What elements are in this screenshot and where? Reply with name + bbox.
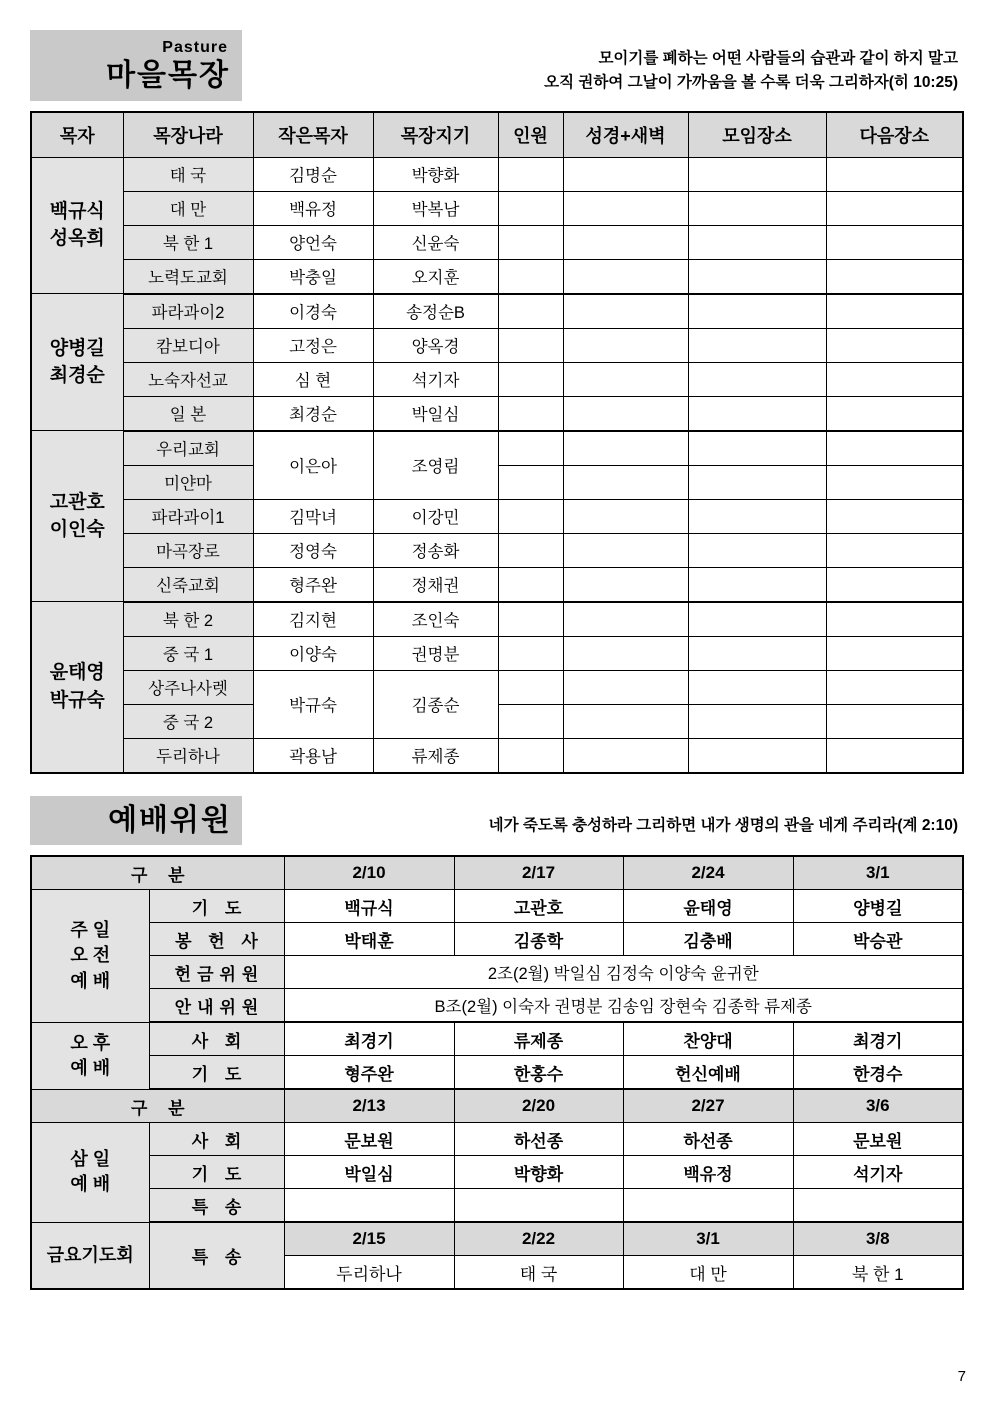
table-row bbox=[31, 923, 963, 956]
count-cell[interactable] bbox=[498, 499, 563, 533]
assignment-cell: 하선종 bbox=[623, 1123, 793, 1156]
bible-dawn-cell[interactable] bbox=[563, 567, 688, 602]
table-row bbox=[31, 636, 963, 670]
pasture-section-header bbox=[30, 30, 962, 101]
date-header-11: 3/1 bbox=[623, 1222, 793, 1256]
meeting-place-cell[interactable] bbox=[688, 704, 826, 738]
date-header-10: 2/22 bbox=[454, 1222, 623, 1256]
small-pastor-cell: 김명순 bbox=[253, 157, 373, 191]
col-header-keeper: 목장지기 bbox=[373, 112, 498, 158]
meeting-place-cell[interactable] bbox=[688, 259, 826, 294]
meeting-place-cell[interactable] bbox=[688, 362, 826, 396]
col-header-next-place: 다음장소 bbox=[826, 112, 963, 158]
bible-dawn-cell[interactable] bbox=[563, 636, 688, 670]
next-place-cell[interactable] bbox=[826, 533, 963, 567]
table-row bbox=[31, 1123, 963, 1156]
assignment-cell: 박태훈 bbox=[284, 923, 454, 956]
bible-dawn-cell[interactable] bbox=[563, 259, 688, 294]
page-number: 7 bbox=[957, 1368, 966, 1385]
country-cell: 북 한 2 bbox=[123, 602, 253, 637]
assignment-cell: 찬양대 bbox=[623, 1022, 793, 1056]
assignment-cell: 최경기 bbox=[284, 1022, 454, 1056]
small-pastor-cell: 양언숙 bbox=[253, 225, 373, 259]
count-cell[interactable] bbox=[498, 567, 563, 602]
keeper-cell: 김종순 bbox=[373, 670, 498, 738]
date-header-5: 2/13 bbox=[284, 1089, 454, 1123]
bible-dawn-cell[interactable] bbox=[563, 362, 688, 396]
small-pastor-cell: 김막녀 bbox=[253, 499, 373, 533]
keeper-cell: 권명분 bbox=[373, 636, 498, 670]
pastor-name-line-1: 백규식 bbox=[49, 200, 105, 222]
next-place-cell[interactable] bbox=[826, 191, 963, 225]
small-pastor-cell: 백유정 bbox=[253, 191, 373, 225]
small-pastor-cell: 심 현 bbox=[253, 362, 373, 396]
assignment-cell: 류제종 bbox=[454, 1022, 623, 1056]
worship-title-korean: 예배위원 bbox=[108, 803, 232, 837]
meeting-place-cell[interactable] bbox=[688, 157, 826, 191]
country-cell: 중 국 1 bbox=[123, 636, 253, 670]
assignment-cell[interactable] bbox=[793, 1189, 963, 1223]
next-place-cell[interactable] bbox=[826, 259, 963, 294]
assignment-cell: 태 국 bbox=[454, 1256, 623, 1290]
date-header-2: 2/17 bbox=[454, 856, 623, 890]
small-pastor-cell: 박규숙 bbox=[253, 670, 373, 738]
table-row-gubun-wednesday bbox=[31, 1089, 963, 1123]
count-cell[interactable] bbox=[498, 465, 563, 499]
assignment-cell: 최경기 bbox=[793, 1022, 963, 1056]
gubun-label-1: 구 분 bbox=[31, 856, 284, 890]
table-row bbox=[31, 989, 963, 1023]
date-header-9: 2/15 bbox=[284, 1222, 454, 1256]
assignment-cell: 하선종 bbox=[454, 1123, 623, 1156]
keeper-cell: 류제종 bbox=[373, 738, 498, 773]
col-header-small-pastor: 작은목자 bbox=[253, 112, 373, 158]
table-header-row bbox=[31, 112, 963, 158]
count-cell[interactable] bbox=[498, 191, 563, 225]
count-cell[interactable] bbox=[498, 157, 563, 191]
count-cell[interactable] bbox=[498, 431, 563, 466]
bible-dawn-cell[interactable] bbox=[563, 294, 688, 329]
sunday-afternoon-label bbox=[31, 1022, 149, 1089]
assignment-cell: 한경수 bbox=[793, 1056, 963, 1090]
pastor-name-line-2: 최경순 bbox=[49, 365, 105, 387]
country-cell: 대 만 bbox=[123, 191, 253, 225]
next-place-cell[interactable] bbox=[826, 704, 963, 738]
pastor-cell-1 bbox=[31, 157, 123, 294]
count-cell[interactable] bbox=[498, 636, 563, 670]
country-cell: 파라과이2 bbox=[123, 294, 253, 329]
country-cell: 마곡장로 bbox=[123, 533, 253, 567]
next-place-cell[interactable] bbox=[826, 328, 963, 362]
country-cell: 노숙자선교 bbox=[123, 362, 253, 396]
keeper-cell: 오지훈 bbox=[373, 259, 498, 294]
count-cell[interactable] bbox=[498, 225, 563, 259]
wednesday-label-line-2: 예 배 bbox=[70, 1174, 111, 1195]
bible-dawn-cell[interactable] bbox=[563, 670, 688, 704]
table-row bbox=[31, 328, 963, 362]
sunday-morning-label-line-3: 예 배 bbox=[70, 970, 111, 991]
worship-committee-table bbox=[30, 855, 964, 1290]
pasture-table bbox=[30, 111, 964, 774]
meeting-place-cell[interactable] bbox=[688, 533, 826, 567]
assignment-cell: 양병길 bbox=[793, 890, 963, 923]
assignment-cell: 김종학 bbox=[454, 923, 623, 956]
gubun-label-2: 구 분 bbox=[31, 1089, 284, 1123]
bible-dawn-cell[interactable] bbox=[563, 396, 688, 431]
date-header-4: 3/1 bbox=[793, 856, 963, 890]
table-row bbox=[31, 1156, 963, 1189]
pastor-name-line-1: 양병길 bbox=[49, 337, 105, 359]
keeper-cell: 조영림 bbox=[373, 431, 498, 500]
worship-verse: 네가 죽도록 충성하라 그리하면 내가 생명의 관을 네게 주리라(계 2:10) bbox=[488, 816, 958, 834]
table-row bbox=[31, 738, 963, 773]
small-pastor-cell: 이경숙 bbox=[253, 294, 373, 329]
date-header-8: 3/6 bbox=[793, 1089, 963, 1123]
assignment-cell: 형주완 bbox=[284, 1056, 454, 1090]
keeper-cell: 이강민 bbox=[373, 499, 498, 533]
country-cell: 태 국 bbox=[123, 157, 253, 191]
col-header-bible-dawn: 성경+새벽 bbox=[563, 112, 688, 158]
table-row bbox=[31, 294, 963, 329]
table-row bbox=[31, 499, 963, 533]
pastor-cell-3 bbox=[31, 431, 123, 602]
count-cell[interactable] bbox=[498, 396, 563, 431]
sunday-morning-label bbox=[31, 890, 149, 1023]
count-cell[interactable] bbox=[498, 533, 563, 567]
bible-dawn-cell[interactable] bbox=[563, 738, 688, 773]
col-header-count: 인원 bbox=[498, 112, 563, 158]
count-cell[interactable] bbox=[498, 328, 563, 362]
small-pastor-cell: 김지현 bbox=[253, 602, 373, 637]
meeting-place-cell[interactable] bbox=[688, 738, 826, 773]
meeting-place-cell[interactable] bbox=[688, 431, 826, 466]
small-pastor-cell: 형주완 bbox=[253, 567, 373, 602]
worship-committee-section-header bbox=[30, 796, 962, 846]
date-header-12: 3/8 bbox=[793, 1222, 963, 1256]
table-row bbox=[31, 890, 963, 923]
country-cell: 노력도교회 bbox=[123, 259, 253, 294]
meeting-place-cell[interactable] bbox=[688, 396, 826, 431]
next-place-cell[interactable] bbox=[826, 636, 963, 670]
bible-dawn-cell[interactable] bbox=[563, 499, 688, 533]
role-label-special-song: 특 송 bbox=[149, 1222, 284, 1289]
table-row bbox=[31, 533, 963, 567]
table-row bbox=[31, 362, 963, 396]
date-header-6: 2/20 bbox=[454, 1089, 623, 1123]
table-row-friday-dates bbox=[31, 1222, 963, 1256]
keeper-cell: 송정순B bbox=[373, 294, 498, 329]
date-header-1: 2/10 bbox=[284, 856, 454, 890]
usher-committee-members: B조(2월) 이숙자 권명분 김송임 장현숙 김종학 류제종 bbox=[284, 989, 963, 1023]
small-pastor-cell: 최경순 bbox=[253, 396, 373, 431]
assignment-cell: 윤태영 bbox=[623, 890, 793, 923]
assignment-cell: 석기자 bbox=[793, 1156, 963, 1189]
pastor-cell-2 bbox=[31, 294, 123, 431]
country-cell: 일 본 bbox=[123, 396, 253, 431]
assignment-cell[interactable] bbox=[454, 1189, 623, 1223]
role-label-prayer: 기 도 bbox=[149, 1056, 284, 1090]
small-pastor-cell: 이은아 bbox=[253, 431, 373, 500]
next-place-cell[interactable] bbox=[826, 567, 963, 602]
keeper-cell: 석기자 bbox=[373, 362, 498, 396]
sunday-morning-label-line-2: 오 전 bbox=[70, 945, 111, 966]
next-place-cell[interactable] bbox=[826, 670, 963, 704]
keeper-cell: 양옥경 bbox=[373, 328, 498, 362]
assignment-cell: 북 한 1 bbox=[793, 1256, 963, 1290]
country-cell: 우리교회 bbox=[123, 431, 253, 466]
keeper-cell: 박복남 bbox=[373, 191, 498, 225]
next-place-cell[interactable] bbox=[826, 294, 963, 329]
date-header-3: 2/24 bbox=[623, 856, 793, 890]
meeting-place-cell[interactable] bbox=[688, 670, 826, 704]
assignment-cell: 백유정 bbox=[623, 1156, 793, 1189]
next-place-cell[interactable] bbox=[826, 465, 963, 499]
count-cell[interactable] bbox=[498, 704, 563, 738]
assignment-cell: 박승관 bbox=[793, 923, 963, 956]
bible-dawn-cell[interactable] bbox=[563, 602, 688, 637]
next-place-cell[interactable] bbox=[826, 499, 963, 533]
assignment-cell: 헌신예배 bbox=[623, 1056, 793, 1090]
pastor-cell-4 bbox=[31, 602, 123, 773]
meeting-place-cell[interactable] bbox=[688, 499, 826, 533]
assignment-cell: 문보원 bbox=[284, 1123, 454, 1156]
table-row bbox=[31, 1056, 963, 1090]
bible-dawn-cell[interactable] bbox=[563, 431, 688, 466]
meeting-place-cell[interactable] bbox=[688, 225, 826, 259]
meeting-place-cell[interactable] bbox=[688, 465, 826, 499]
table-row bbox=[31, 1189, 963, 1223]
pasture-title-english: Pasture bbox=[162, 39, 228, 56]
pasture-verse-line-1: 모이기를 폐하는 어떤 사람들의 습관과 같이 하지 말고 bbox=[598, 49, 958, 67]
meeting-place-cell[interactable] bbox=[688, 602, 826, 637]
bible-dawn-cell[interactable] bbox=[563, 465, 688, 499]
pasture-verse-line-2: 오직 권하여 그날이 가까움을 볼 수록 더욱 그리하자(히 10:25) bbox=[544, 73, 958, 91]
meeting-place-cell[interactable] bbox=[688, 636, 826, 670]
next-place-cell[interactable] bbox=[826, 602, 963, 637]
keeper-cell: 정송화 bbox=[373, 533, 498, 567]
col-header-country: 목장나라 bbox=[123, 112, 253, 158]
table-row bbox=[31, 602, 963, 637]
role-label-offering-committee: 헌금위원 bbox=[149, 956, 284, 989]
country-cell: 두리하나 bbox=[123, 738, 253, 773]
table-row bbox=[31, 431, 963, 466]
sunday-afternoon-label-line-2: 예 배 bbox=[70, 1057, 111, 1078]
country-cell: 상주나사렛 bbox=[123, 670, 253, 704]
meeting-place-cell[interactable] bbox=[688, 567, 826, 602]
count-cell[interactable] bbox=[498, 362, 563, 396]
country-cell: 북 한 1 bbox=[123, 225, 253, 259]
meeting-place-cell[interactable] bbox=[688, 328, 826, 362]
small-pastor-cell: 박충일 bbox=[253, 259, 373, 294]
role-label-special-song: 특 송 bbox=[149, 1189, 284, 1223]
sunday-morning-label-line-1: 주 일 bbox=[70, 920, 111, 941]
meeting-place-cell[interactable] bbox=[688, 294, 826, 329]
country-cell: 신죽교회 bbox=[123, 567, 253, 602]
bible-dawn-cell[interactable] bbox=[563, 225, 688, 259]
table-row bbox=[31, 225, 963, 259]
next-place-cell[interactable] bbox=[826, 431, 963, 466]
assignment-cell: 문보원 bbox=[793, 1123, 963, 1156]
role-label-usher-committee: 안내위원 bbox=[149, 989, 284, 1023]
meeting-place-cell[interactable] bbox=[688, 191, 826, 225]
country-cell: 파라과이1 bbox=[123, 499, 253, 533]
table-row bbox=[31, 670, 963, 704]
count-cell[interactable] bbox=[498, 670, 563, 704]
small-pastor-cell: 이양숙 bbox=[253, 636, 373, 670]
keeper-cell: 정채권 bbox=[373, 567, 498, 602]
sunday-afternoon-label-line-1: 오 후 bbox=[70, 1032, 111, 1053]
table-row bbox=[31, 567, 963, 602]
keeper-cell: 조인숙 bbox=[373, 602, 498, 637]
pastor-name-line-2: 이인숙 bbox=[49, 519, 105, 541]
role-label-prayer: 기 도 bbox=[149, 890, 284, 923]
assignment-cell: 대 만 bbox=[623, 1256, 793, 1290]
country-cell: 캄보디아 bbox=[123, 328, 253, 362]
role-label-offering-speech: 봉 헌 사 bbox=[149, 923, 284, 956]
small-pastor-cell: 정영숙 bbox=[253, 533, 373, 567]
pastor-name-line-1: 고관호 bbox=[49, 491, 105, 513]
pasture-title-korean: 마을목장 bbox=[106, 59, 230, 93]
assignment-cell: 한홍수 bbox=[454, 1056, 623, 1090]
bible-dawn-cell[interactable] bbox=[563, 704, 688, 738]
pastor-name-line-1: 윤태영 bbox=[49, 662, 105, 684]
assignment-cell: 고관호 bbox=[454, 890, 623, 923]
pastor-name-line-2: 성옥희 bbox=[49, 228, 105, 250]
date-header-7: 2/27 bbox=[623, 1089, 793, 1123]
country-cell: 미얀마 bbox=[123, 465, 253, 499]
wednesday-label bbox=[31, 1123, 149, 1223]
offering-committee-members: 2조(2월) 박일심 김정숙 이양숙 윤귀한 bbox=[284, 956, 963, 989]
assignment-cell[interactable] bbox=[623, 1189, 793, 1223]
keeper-cell: 박향화 bbox=[373, 157, 498, 191]
next-place-cell[interactable] bbox=[826, 225, 963, 259]
table-row bbox=[31, 956, 963, 989]
table-row bbox=[31, 1022, 963, 1056]
table-row bbox=[31, 396, 963, 431]
next-place-cell[interactable] bbox=[826, 396, 963, 431]
wednesday-label-line-1: 삼 일 bbox=[70, 1149, 111, 1170]
small-pastor-cell: 고정은 bbox=[253, 328, 373, 362]
small-pastor-cell: 곽용남 bbox=[253, 738, 373, 773]
table-row-gubun-sunday bbox=[31, 856, 963, 890]
bible-dawn-cell[interactable] bbox=[563, 533, 688, 567]
table-row bbox=[31, 157, 963, 191]
keeper-cell: 신윤숙 bbox=[373, 225, 498, 259]
table-row bbox=[31, 259, 963, 294]
next-place-cell[interactable] bbox=[826, 362, 963, 396]
pasture-verse bbox=[242, 47, 962, 101]
count-cell[interactable] bbox=[498, 602, 563, 637]
keeper-cell: 박일심 bbox=[373, 396, 498, 431]
pasture-title-box bbox=[30, 30, 242, 101]
table-row bbox=[31, 191, 963, 225]
role-label-moderator: 사 회 bbox=[149, 1022, 284, 1056]
col-header-meeting-place: 모임장소 bbox=[688, 112, 826, 158]
assignment-cell: 김충배 bbox=[623, 923, 793, 956]
assignment-cell: 박일심 bbox=[284, 1156, 454, 1189]
count-cell[interactable] bbox=[498, 259, 563, 294]
bible-dawn-cell[interactable] bbox=[563, 191, 688, 225]
bible-dawn-cell[interactable] bbox=[563, 328, 688, 362]
assignment-cell: 두리하나 bbox=[284, 1256, 454, 1290]
role-label-moderator: 사 회 bbox=[149, 1123, 284, 1156]
assignment-cell: 백규식 bbox=[284, 890, 454, 923]
assignment-cell: 박향화 bbox=[454, 1156, 623, 1189]
worship-title-box bbox=[30, 796, 242, 846]
count-cell[interactable] bbox=[498, 294, 563, 329]
role-label-prayer: 기 도 bbox=[149, 1156, 284, 1189]
country-cell: 중 국 2 bbox=[123, 704, 253, 738]
friday-prayer-label: 금요기도회 bbox=[31, 1222, 149, 1289]
assignment-cell[interactable] bbox=[284, 1189, 454, 1223]
bible-dawn-cell[interactable] bbox=[563, 157, 688, 191]
next-place-cell[interactable] bbox=[826, 157, 963, 191]
col-header-pastor: 목자 bbox=[31, 112, 123, 158]
pastor-name-line-2: 박규숙 bbox=[49, 689, 105, 711]
next-place-cell[interactable] bbox=[826, 738, 963, 773]
count-cell[interactable] bbox=[498, 738, 563, 773]
